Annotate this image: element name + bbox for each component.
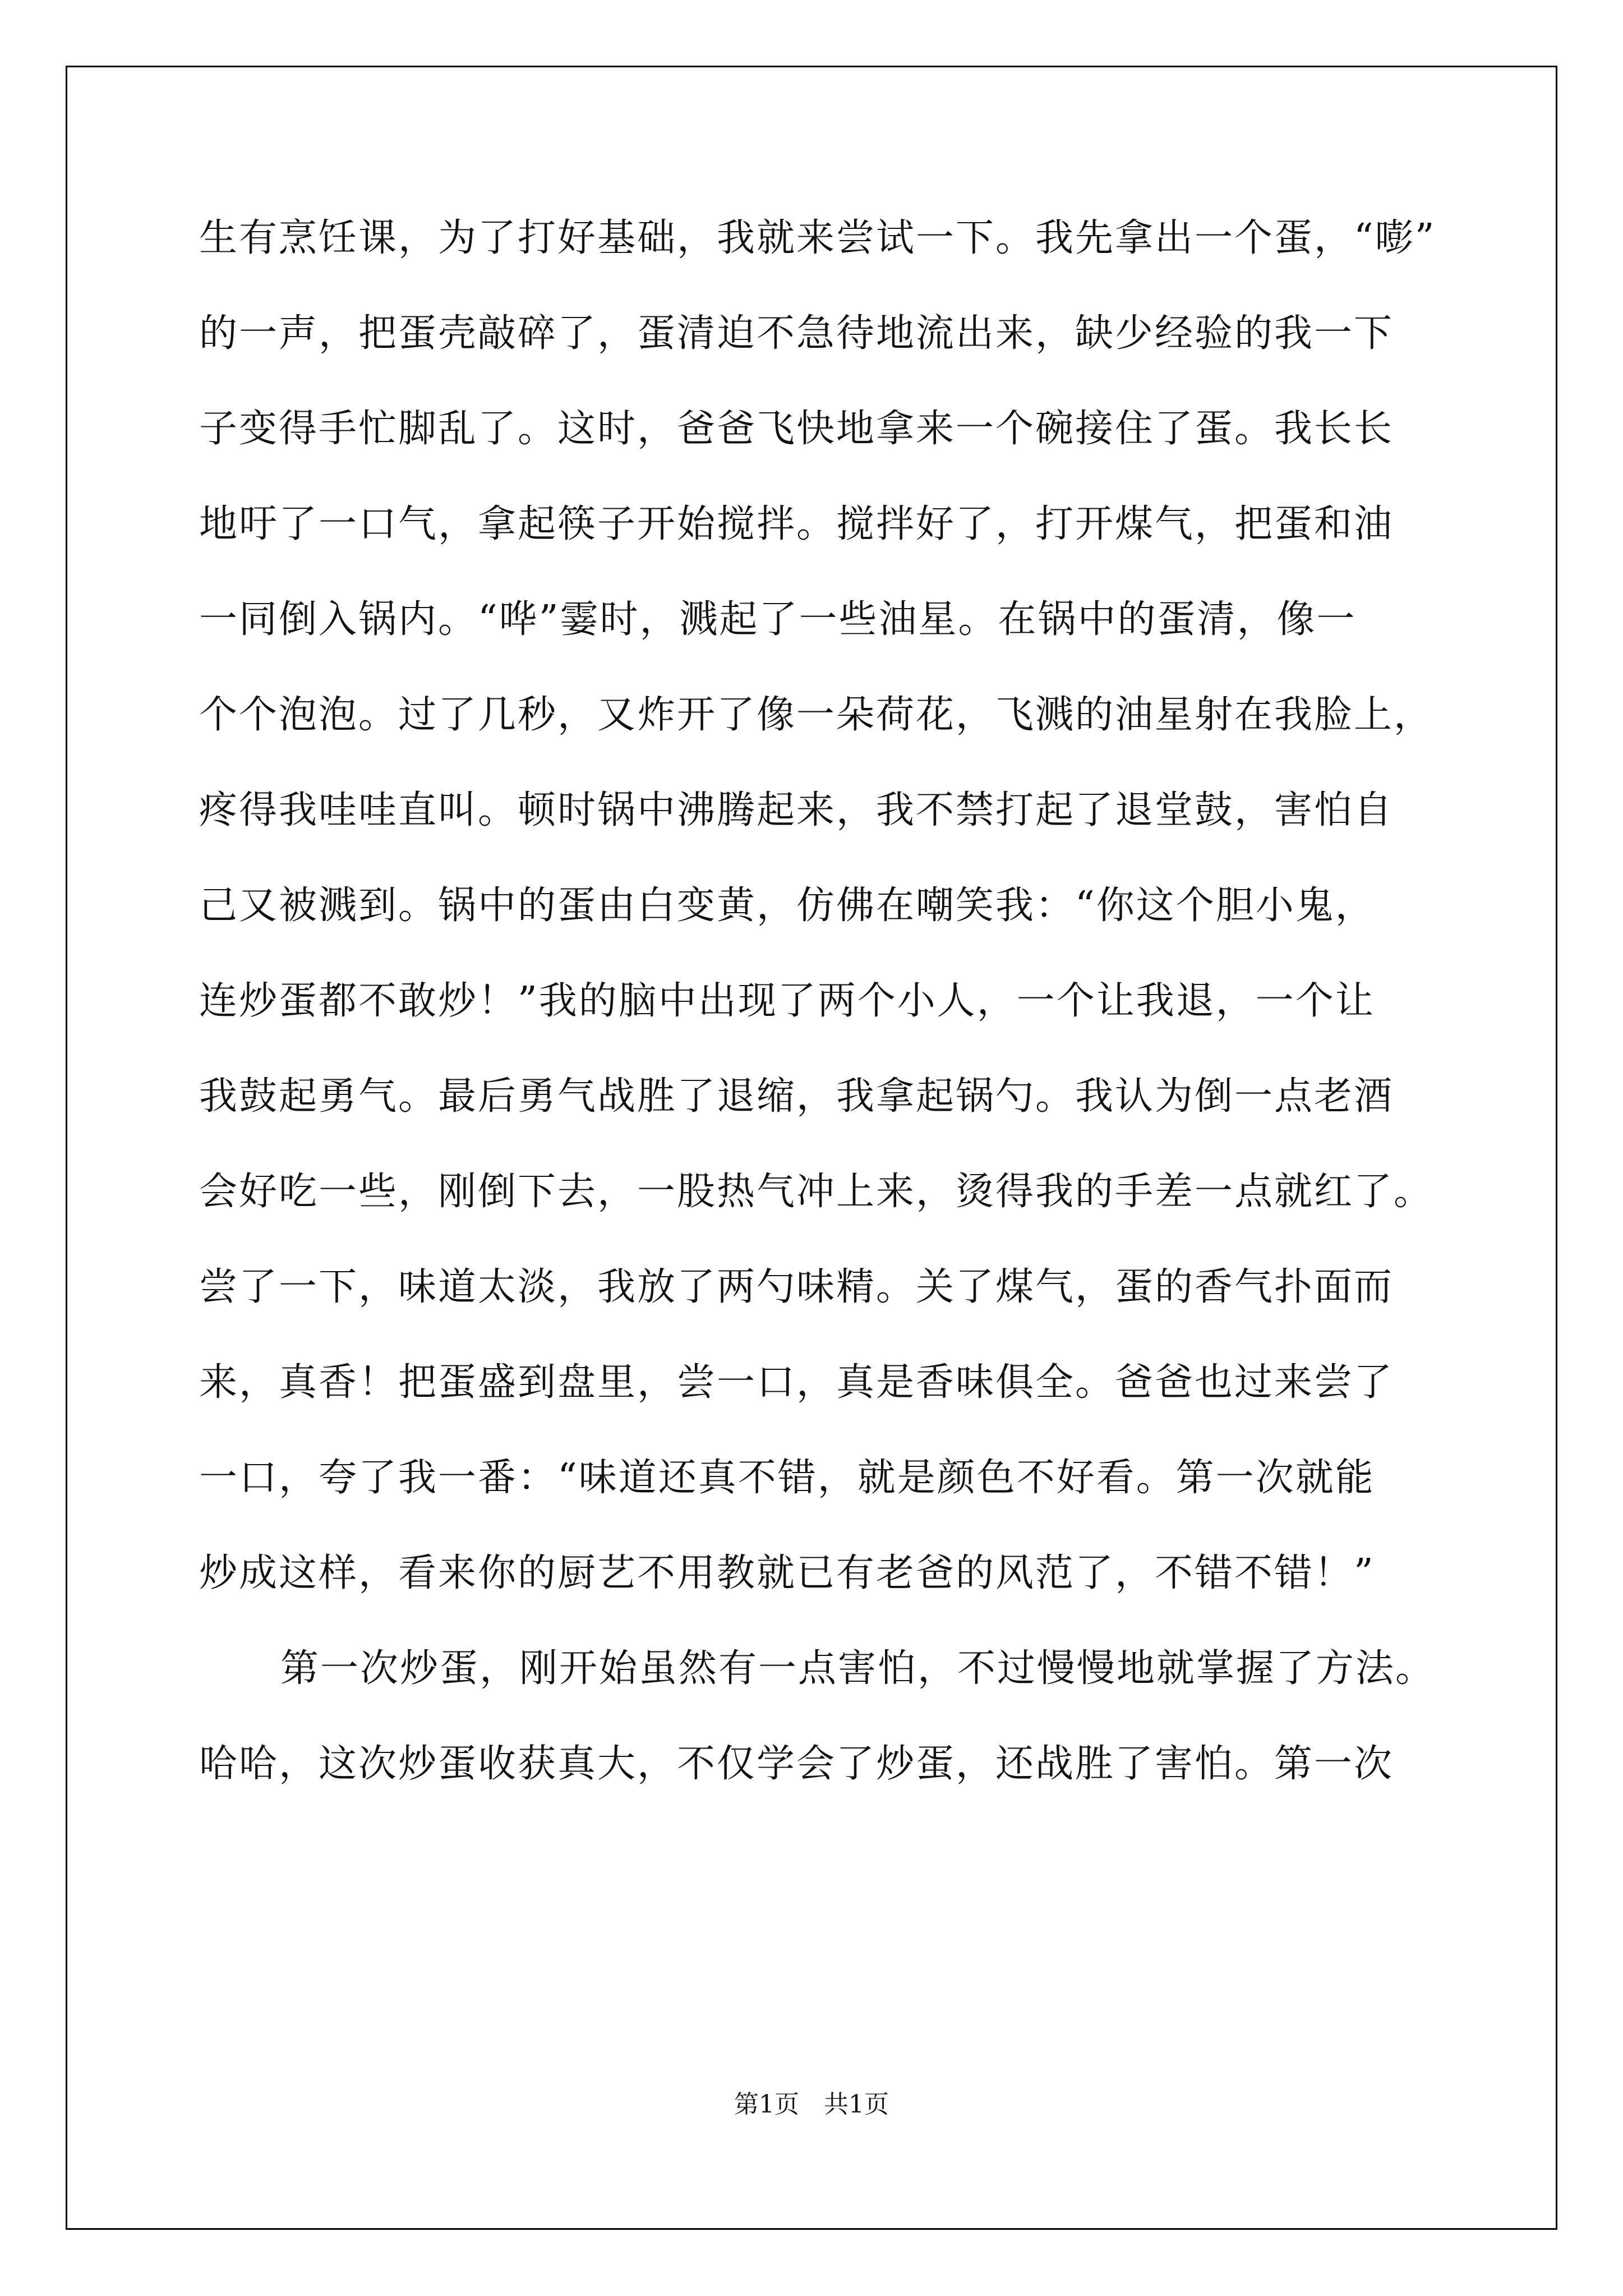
paragraph-start-line: 第一次炒蛋，刚开始虽然有一点害怕，不过慢慢地就掌握了方法。 (280, 1646, 1436, 1691)
text-line: 我鼓起勇气。最后勇气战胜了退缩，我拿起锅勺。我认为倒一点老酒 (199, 1074, 1394, 1119)
text-line: 炒成这样，看来你的厨艺不用教就已有老爸的风范了，不错不错！” (199, 1551, 1375, 1595)
text-line: 连炒蛋都不敢炒！”我的脑中出现了两个小人，一个让我退，一个让 (199, 979, 1375, 1023)
text-line: 己又被溅到。锅中的蛋由白变黄，仿佛在嘲笑我：“你这个胆小鬼， (199, 884, 1375, 928)
text-line: 子变得手忙脚乱了。这时，爸爸飞快地拿来一个碗接住了蛋。我长长 (199, 407, 1394, 451)
text-line: 的一声，把蛋壳敲碎了，蛋清迫不急待地流出来，缺少经验的我一下 (199, 311, 1394, 356)
document-body (199, 191, 1461, 1812)
text-line: 来，真香！把蛋盛到盘里，尝一口，真是香味俱全。爸爸也过来尝了 (199, 1360, 1394, 1405)
text-line: 个个泡泡。过了几秒，又炸开了像一朵荷花，飞溅的油星射在我脸上， (199, 693, 1434, 737)
text-line: 会好吃一些，刚倒下去，一股热气冲上来，烫得我的手差一点就红了。 (199, 1170, 1434, 1214)
text-line: 地吁了一口气，拿起筷子开始搅拌。搅拌好了，打开煤气，把蛋和油 (199, 502, 1394, 546)
text-line: 疼得我哇哇直叫。顿时锅中沸腾起来，我不禁打起了退堂鼓，害怕自 (199, 788, 1394, 832)
text-line: 尝了一下，味道太淡，我放了两勺味精。关了煤气，蛋的香气扑面而 (199, 1265, 1394, 1309)
text-line: 一口，夸了我一番：“味道还真不错，就是颜色不好看。第一次就能 (199, 1456, 1375, 1500)
page-footer: 第1页 共1页 (734, 2090, 889, 2119)
text-line: 哈哈，这次炒蛋收获真大，不仅学会了炒蛋，还战胜了害怕。第一次 (199, 1742, 1394, 1786)
text-line: 生有烹饪课，为了打好基础，我就来尝试一下。我先拿出一个蛋，“嘭” (199, 216, 1436, 260)
text-line: 一同倒入锅内。“哗”霎时，溅起了一些油星。在锅中的蛋清，像一 (199, 597, 1357, 642)
